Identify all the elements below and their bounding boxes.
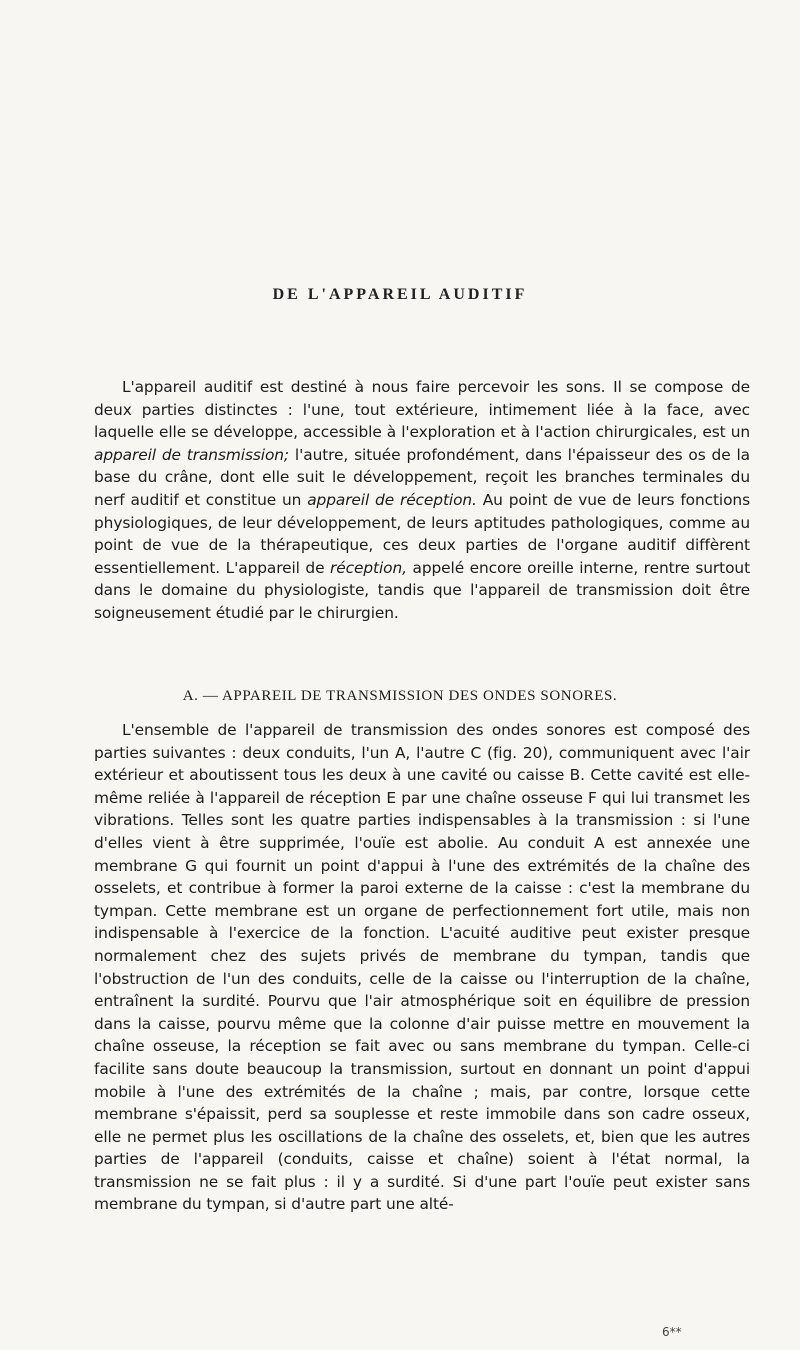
paragraph-intro-text — [94, 376, 750, 625]
emphasis-reception-2: réception, — [330, 558, 407, 577]
section-heading: A. — APPAREIL DE TRANSMISSION DES ONDES SONORES. — [182, 688, 618, 704]
emphasis-transmission: appareil de transmission; — [94, 445, 290, 464]
paragraph-intro — [94, 376, 750, 625]
text-run: appelé encore oreille interne, rentre surtout dans le domaine du physiologiste, tandis que l'appareil de transmission doit être soigneusement étudié par le chirurgien. — [94, 558, 750, 622]
text-run: l'autre, située profondément, dans l'épaisseur des os de la base du crâne, dont elle suit le développement, reçoit les branches terminales du nerf auditif et constitue un — [94, 445, 750, 509]
text-run: L'appareil auditif est destiné à nous faire percevoir les sons. Il se compose de deux parties distinctes : l'une, tout extérieure, intimement liée à la face, avec laquelle elle se développe, accessible à l'exploration et à l'action chirurgicales, est un — [94, 378, 750, 442]
running-title: DE L'APPAREIL AUDITIF — [272, 286, 528, 303]
paragraph-ensemble — [94, 719, 750, 1216]
signature-mark: 6** — [662, 1325, 682, 1339]
paragraph-ensemble-text: L'ensemble de l'appareil de transmission des ondes sonores est composé des parties suivantes : deux conduits, l'un A, l'autre C (fig. 20), communiquent avec l'air extérieur et aboutissent tous les deux à une cavité ou caisse B. Cette cavité est elle-même reliée à l'appareil de réception E par une chaîne osseuse F qui lui transmet les vibrations. Telles sont les quatre parties indispensables à la transmission : si l'une d'elles vient à être supprimée, l'ouïe est abolie. Au conduit A est annexée une membrane G qui fournit un point d'appui à l'une des extrémités de la chaîne des osselets, et contribue à former la paroi externe de la caisse : c'est la membrane du tympan. Cette membrane est un organe de perfectionnement fort utile, mais non indispensable à l'exercice de la fonction. L'acuité auditive peut exister presque normalement chez des sujets privés de membrane du tympan, tandis que l'obstruction de l'un des conduits, celle de la caisse ou l'interruption de la chaîne, entraînent la surdité. Pourvu que l'air atmosphérique soit en équilibre de pression dans la caisse, pourvu même que la colonne d'air puisse mettre en mouvement la chaîne osseuse, la réception se fait avec ou sans membrane du tympan. Celle-ci facilite sans doute beaucoup la transmission, surtout en donnant un point d'appui mobile à l'une des extrémités de la chaîne ; mais, par contre, lorsque cette membrane s'épaissit, perd sa souplesse et reste immobile dans son cadre osseux, elle ne permet plus les oscillations de la chaîne des osselets, et, bien que les autres parties de l'appareil (conduits, caisse et chaîne) soient à l'état normal, la transmission ne se fait plus : il y a surdité. Si d'une part l'ouïe peut exister sans membrane du tympan, si d'autre part une alté- — [94, 721, 750, 1214]
emphasis-reception: appareil de réception. — [307, 490, 477, 509]
text-run: Au point de vue de leurs fonctions physiologiques, de leur développement, de leurs aptitudes pathologiques, comme au point de vue de la thérapeutique, ces deux parties de l'organe auditif diffèrent essentiellement. L'appareil de — [94, 490, 750, 577]
